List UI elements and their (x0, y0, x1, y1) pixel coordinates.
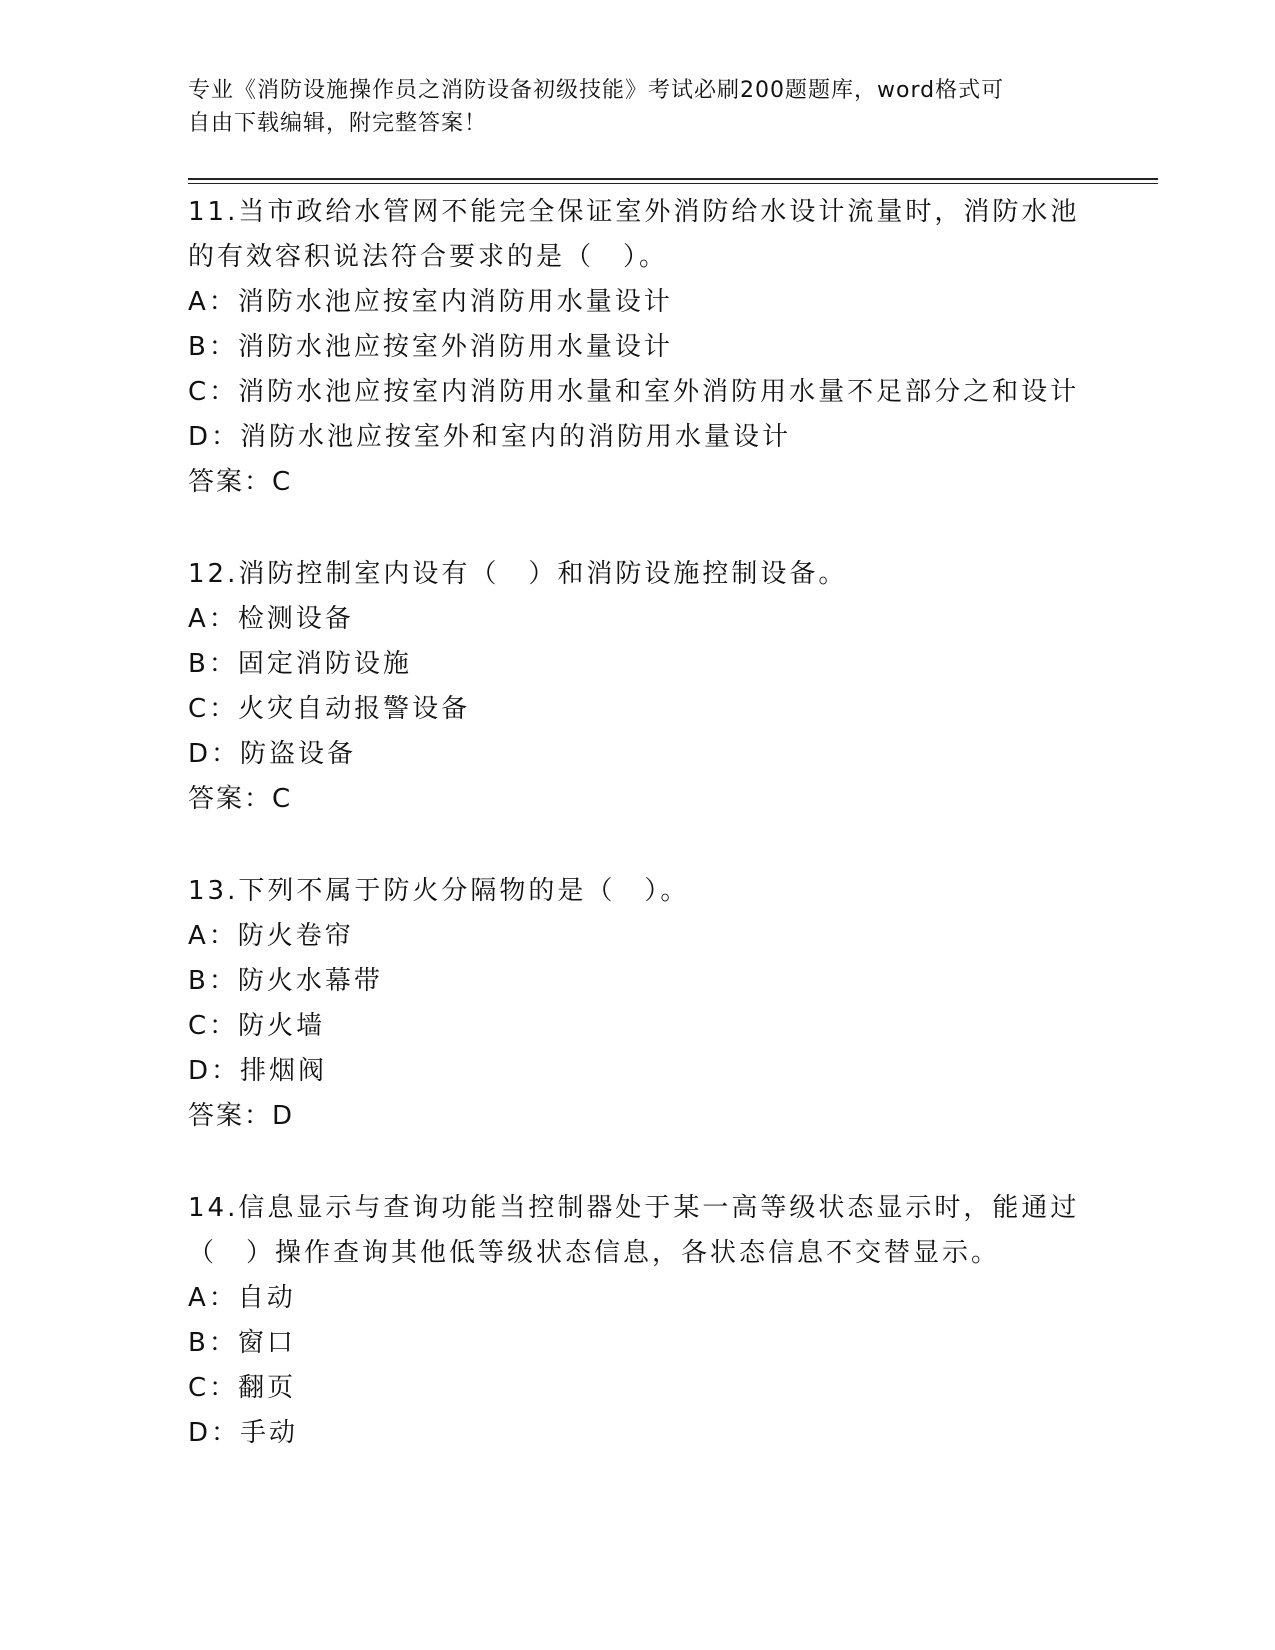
document-header (188, 74, 1068, 140)
option-a: A：消防水池应按室内消防用水量设计 (188, 287, 673, 317)
question-stem: 13.下列不属于防火分隔物的是（ ）。 (188, 876, 690, 906)
answer: 答案：C (188, 467, 293, 497)
option-b: B：防火水幕带 (188, 966, 383, 996)
option-a: A：防火卷帘 (188, 921, 354, 951)
question-stem: 14.信息显示与查询功能当控制器处于某一高等级状态显示时，能通过（ ）操作查询其他低等级状态信息，各状态信息不交替显示。 (188, 1193, 1080, 1268)
answer: 答案：D (188, 1101, 295, 1131)
answer: 答案：C (188, 784, 293, 814)
option-d: D：手动 (188, 1418, 299, 1448)
question-11 (188, 190, 1088, 505)
header-line-2: 自由下载编辑，附完整答案！ (188, 111, 488, 136)
question-list (188, 190, 1088, 1456)
option-b: B：固定消防设施 (188, 649, 412, 679)
option-a: A：自动 (188, 1283, 296, 1313)
option-d: D：防盗设备 (188, 739, 357, 769)
option-d: D：消防水池应按室外和室内的消防用水量设计 (188, 422, 792, 452)
option-b: B：窗口 (188, 1328, 296, 1358)
question-spacer (188, 822, 1088, 869)
option-c: C：翻页 (188, 1373, 297, 1403)
question-14 (188, 1186, 1088, 1456)
option-b: B：消防水池应按室外消防用水量设计 (188, 332, 673, 362)
question-stem: 12.消防控制室内设有（ ）和消防设施控制设备。 (188, 559, 848, 589)
header-divider-thick (188, 178, 1158, 180)
header-line-1: 专业《消防设施操作员之消防设备初级技能》考试必刷200题题库，word格式可 (188, 78, 1005, 103)
header-divider-thin (188, 183, 1158, 184)
question-spacer (188, 1139, 1088, 1186)
question-12 (188, 552, 1088, 822)
option-a: A：检测设备 (188, 604, 354, 634)
question-spacer (188, 505, 1088, 552)
question-stem: 11.当市政给水管网不能完全保证室外消防给水设计流量时，消防水池的有效容积说法符合要求的是（ ）。 (188, 197, 1080, 272)
option-d: D：排烟阀 (188, 1056, 328, 1086)
option-c: C：火灾自动报警设备 (188, 694, 471, 724)
option-c: C：消防水池应按室内消防用水量和室外消防用水量不足部分之和设计 (188, 377, 1080, 407)
question-13 (188, 869, 1088, 1139)
option-c: C：防火墙 (188, 1011, 326, 1041)
